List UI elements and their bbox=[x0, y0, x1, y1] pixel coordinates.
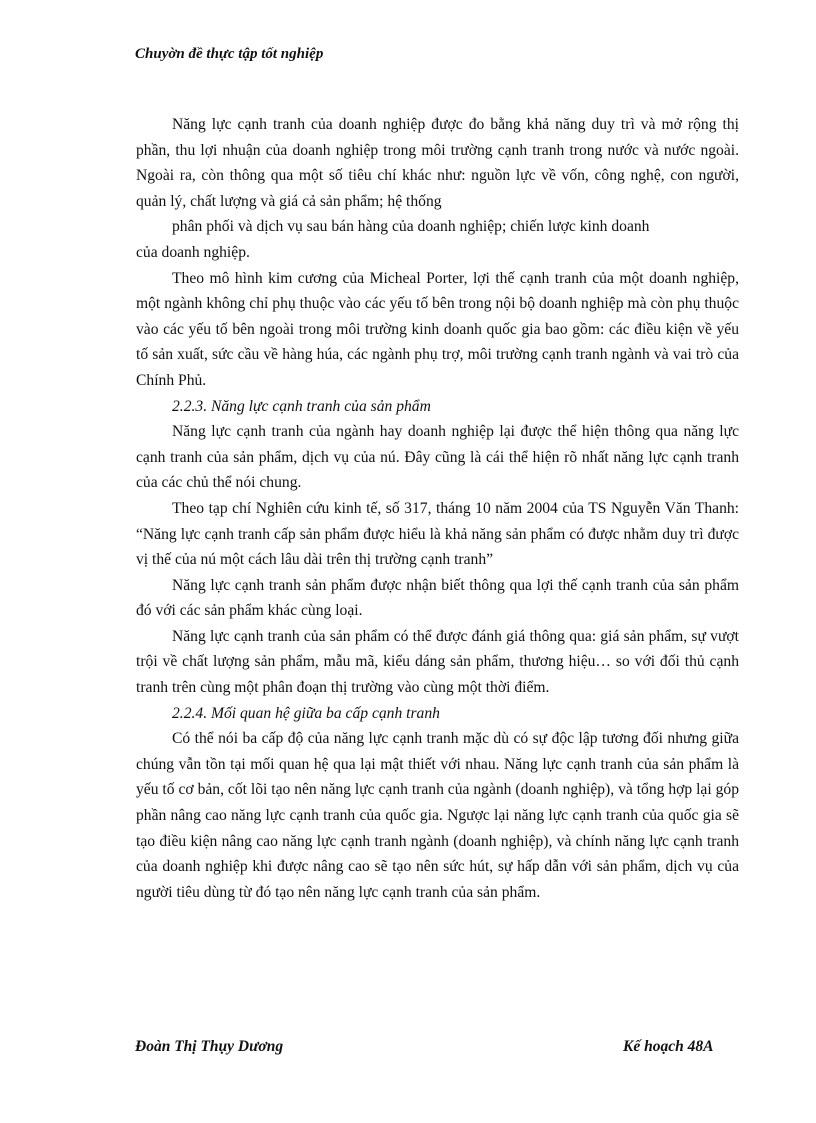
footer-class: Kế hoạch 48A bbox=[623, 1038, 714, 1055]
heading-2-2-4: 2.2.4. Mối quan hệ giữa ba cấp cạnh tranh bbox=[172, 704, 440, 722]
page-header-title: Chuyờn đề thực tập tốt nghiệp bbox=[135, 46, 324, 62]
paragraph-three-levels: Có thể nói ba cấp độ của năng lực cạnh tranh mặc dù có sự độc lập tương đối nhưng giữa chúng vẫn tồn tại mối quan hệ qua lại mật thiết với nhau. Năng lực cạnh tranh của sản phẩm là yếu tố cơ bản, cốt lõi tạo nên năng lực cạnh tranh của ngành (doanh nghiệp), và tổng hợp lại góp phần nâng cao năng lực cạnh tranh của quốc gia. Ngược lại năng lực cạnh tranh của quốc gia sẽ tạo điều kiện nâng cao năng lực cạnh tranh ngành (doanh nghiệp), và chính năng lực cạnh tranh của doanh nghiệp khi được nâng cao sẽ tạo nên sức hút, sự hấp dẫn với sản phẩm, dịch vụ của người tiêu dùng từ đó tạo nên năng lực cạnh tranh của sản phẩm. bbox=[136, 730, 739, 901]
paragraph-distribution: phân phối và dịch vụ sau bán hàng của doanh nghiệp; chiến lược kinh doanh bbox=[172, 218, 650, 236]
footer-author: Đoàn Thị Thụy Dương bbox=[135, 1038, 284, 1055]
document-body bbox=[136, 112, 739, 905]
paragraph-product-advantage: Năng lực cạnh tranh sản phẩm được nhận biết thông qua lợi thế cạnh tranh của sản phẩm đó với các sản phẩm khác cùng loại. bbox=[136, 576, 739, 620]
paragraph-competitiveness-enterprise: Năng lực cạnh tranh của doanh nghiệp được đo bằng khả năng duy trì và mở rộng thị phần, thu lợi nhuận của doanh nghiệp trong môi trường cạnh tranh trong nước và nước ngoài. Ngoài ra, còn thông qua một số tiêu chí khác như: nguồn lực về vốn, công nghệ, con người, quản lý, chất lượng và giá cả sản phẩm; hệ thống bbox=[136, 116, 739, 210]
paragraph-journal-quote: Theo tạp chí Nghiên cứu kinh tế, số 317, tháng 10 năm 2004 của TS Nguyễn Văn Thanh: “Năng lực cạnh tranh cấp sản phẩm được hiểu là khả năng sản phẩm có được nhằm duy trì được vị thế của nú một cách lâu dài trên thị trường cạnh tranh” bbox=[136, 499, 739, 569]
heading-2-2-3: 2.2.3. Năng lực cạnh tranh của sản phẩm bbox=[172, 397, 431, 415]
paragraph-porter-diamond: Theo mô hình kim cương của Micheal Porter, lợi thế cạnh tranh của một doanh nghiệp, một ngành không chỉ phụ thuộc vào các yếu tố bên trong nội bộ doanh nghiệp mà còn phụ thuộc vào các yếu tố bên ngoài trong môi trường kinh doanh quốc gia bao gồm: các điều kiện về yếu tố sản xuất, sức cầu về hàng húa, các ngành phụ trợ, môi trường cạnh tranh ngành và vai trò của Chính Phủ. bbox=[136, 269, 739, 389]
paragraph-product-evaluation: Năng lực cạnh tranh của sản phẩm có thể được đánh giá thông qua: giá sản phẩm, sự vượt trội về chất lượng sản phẩm, mẫu mã, kiểu dáng sản phẩm, thương hiệu… so với đối thủ cạnh tranh trên cùng một phân đoạn thị trường vào cùng một thời điểm. bbox=[136, 627, 739, 697]
paragraph-product-competitiveness: Năng lực cạnh tranh của ngành hay doanh nghiệp lại được thể hiện thông qua năng lực cạnh tranh của sản phẩm, dịch vụ của nú. Đây cũng là cái thể hiện rõ nhất năng lực cạnh tranh của các chủ thể nói chung. bbox=[136, 423, 739, 492]
paragraph-enterprise-end: của doanh nghiệp. bbox=[136, 243, 250, 261]
